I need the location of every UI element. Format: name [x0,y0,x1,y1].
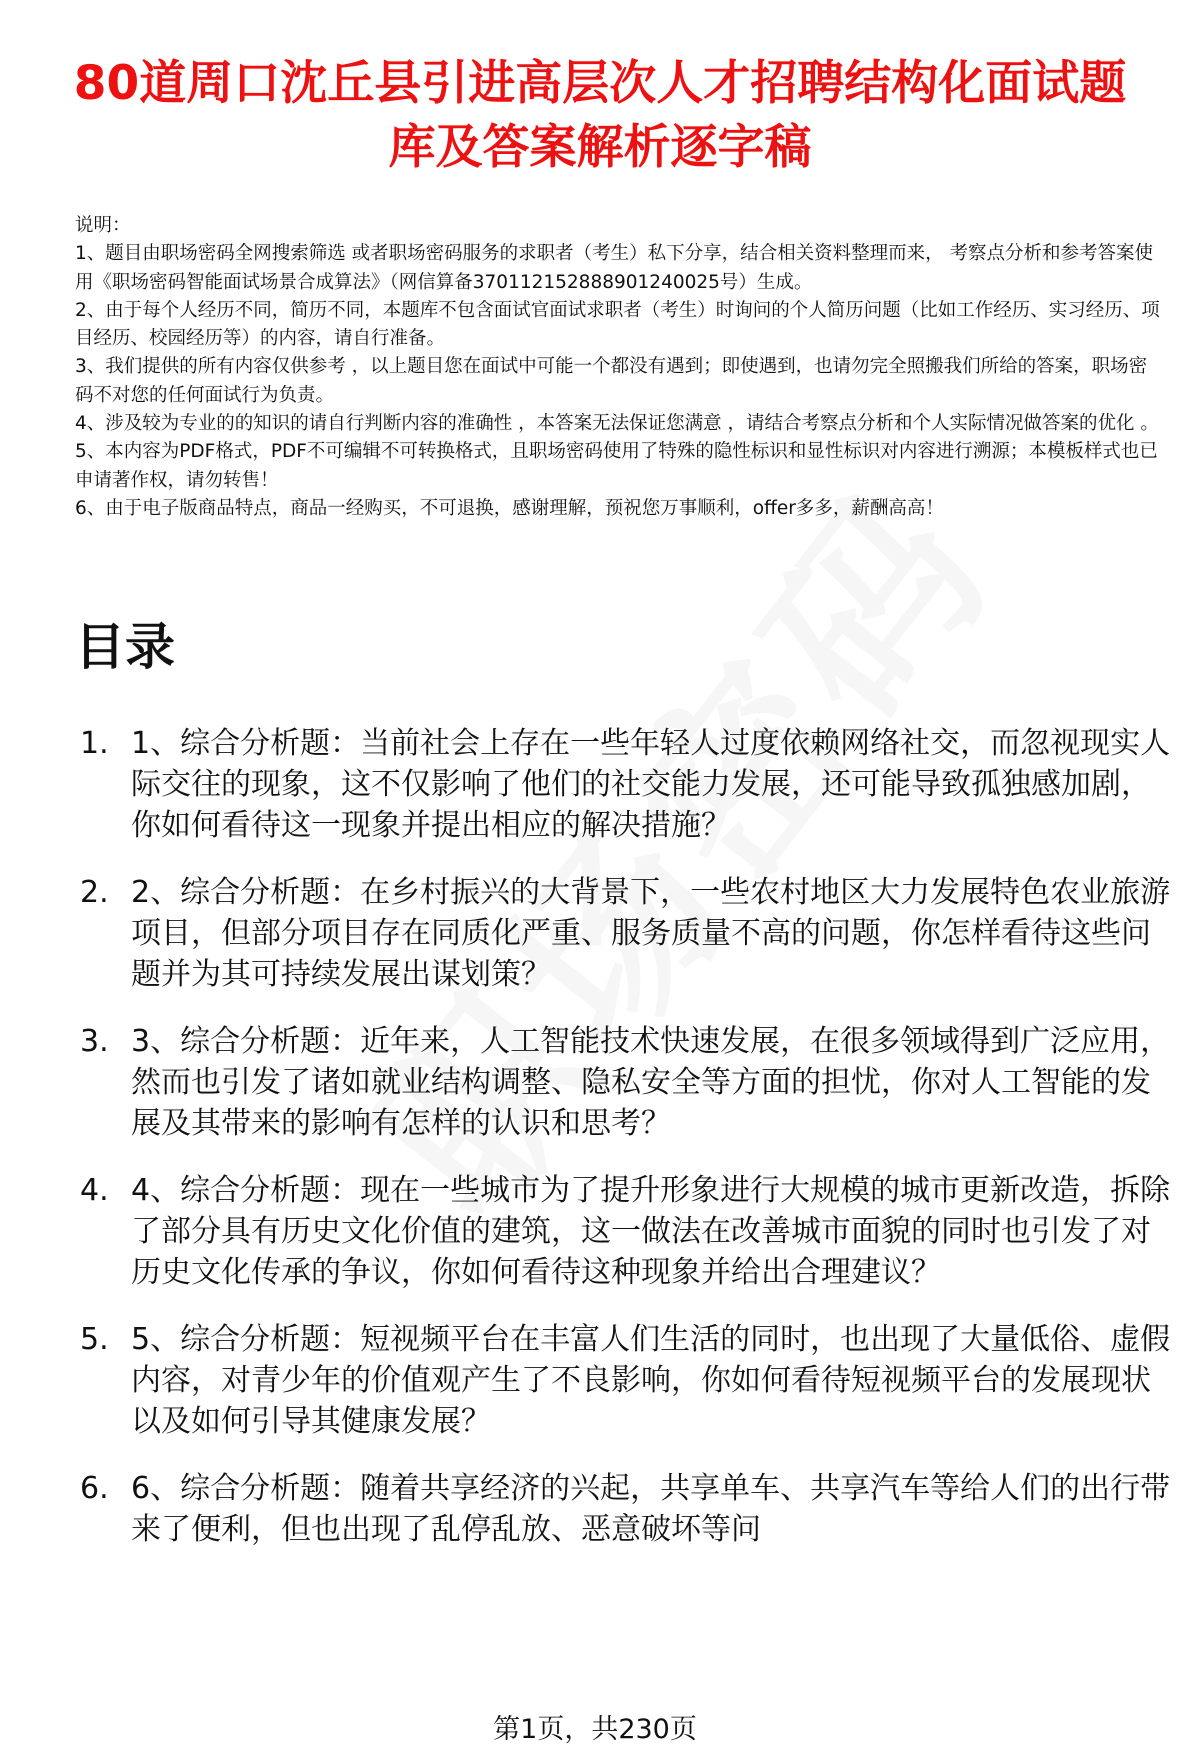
note-item: 3、我们提供的所有内容仅供参考 ，以上题目您在面试中可能一个都没有遇到；即使遇到，也请勿完全照搬我们所给的答案，职场密码不对您的任何面试行为负责。 [75,356,1148,406]
note-item: 6、由于电子版商品特点，商品一经购买，不可退换，感谢理解，预祝您万事顺利，offer多多，薪酬高高！ [75,497,944,519]
toc-item-text: 4、综合分析题：现在一些城市为了提升形象进行大规模的城市更新改造，拆除了部分具有历史文化价值的建筑，这一做法在改善城市面貌的同时也引发了对历史文化传承的争议，你如何看待这种现象并给出合理建议？ [131,1173,1171,1290]
toc-item-number: 3. [80,1024,109,1059]
toc-list [75,723,1175,1576]
toc-item[interactable] [75,1468,1175,1550]
toc-heading: 目录 [75,618,175,676]
toc-item-number: 5. [80,1322,109,1357]
notes-section [75,212,1165,523]
note-item: 5、本内容为PDF格式，PDF不可编辑不可转换格式，且职场密码使用了特殊的隐性标识和显性标识对内容进行溯源；本模板样式也已申请著作权，请勿转售！ [75,441,1158,491]
toc-item-text: 2、综合分析题：在乡村振兴的大背景下，一些农村地区大力发展特色农业旅游项目，但部分项目存在同质化严重、服务质量不高的问题，你怎样看待这些问题并为其可持续发展出谋划策？ [131,875,1171,992]
note-item: 4、涉及较为专业的的知识的请自行判断内容的准确性 ，本答案无法保证您满意 ，请结合考察点分析和个人实际情况做答案的优化 。 [75,413,1159,435]
toc-item[interactable] [75,1319,1175,1442]
toc-item-number: 4. [80,1173,109,1208]
toc-item-number: 2. [80,875,109,910]
toc-item-text: 5、综合分析题：短视频平台在丰富人们生活的同时，也出现了大量低俗、虚假内容，对青少年的价值观产生了不良影响，你如何看待短视频平台的发展现状以及如何引导其健康发展？ [131,1322,1171,1439]
toc-item-text: 6、综合分析题：随着共享经济的兴起，共享单车、共享汽车等给人们的出行带来了便利，但也出现了乱停乱放、恶意破坏等问 [131,1471,1171,1547]
toc-item[interactable] [75,1021,1175,1144]
document-title: 80道周口沈丘县引进高层次人才招聘结构化面试题库及答案解析逐字稿 [73,56,1127,175]
page-footer: 第1页，共230页 [493,1714,697,1745]
note-item: 2、由于每个人经历不同，简历不同，本题库不包含面试官面试求职者（考生）时询问的个人简历问题（比如工作经历、实习经历、项目经历、校园经历等）的内容，请自行准备。 [75,299,1160,350]
notes-header: 说明： [75,215,131,236]
note-item: 1、题目由职场密码全网搜索筛选 或者职场密码服务的求职者（考生）私下分享，结合相关资料整理而来， 考察点分析和参考答案使用《职场密码智能面试场景合成算法》（网信算备370112152888901240025号）生成。 [75,243,1154,293]
toc-item[interactable] [75,1170,1175,1293]
toc-item-text: 3、综合分析题：近年来，人工智能技术快速发展，在很多领域得到广泛应用，然而也引发了诸如就业结构调整、隐私安全等方面的担忧，你对人工智能的发展及其带来的影响有怎样的认识和思考？ [131,1024,1171,1141]
toc-item-number: 1. [80,726,109,761]
toc-item-number: 6. [80,1471,109,1506]
toc-item[interactable] [75,872,1175,995]
toc-item-text: 1、综合分析题：当前社会上存在一些年轻人过度依赖网络社交，而忽视现实人际交往的现象，这不仅影响了他们的社交能力发展，还可能导致孤独感加剧，你如何看待这一现象并提出相应的解决措施？ [131,726,1171,843]
toc-item[interactable] [75,723,1175,846]
